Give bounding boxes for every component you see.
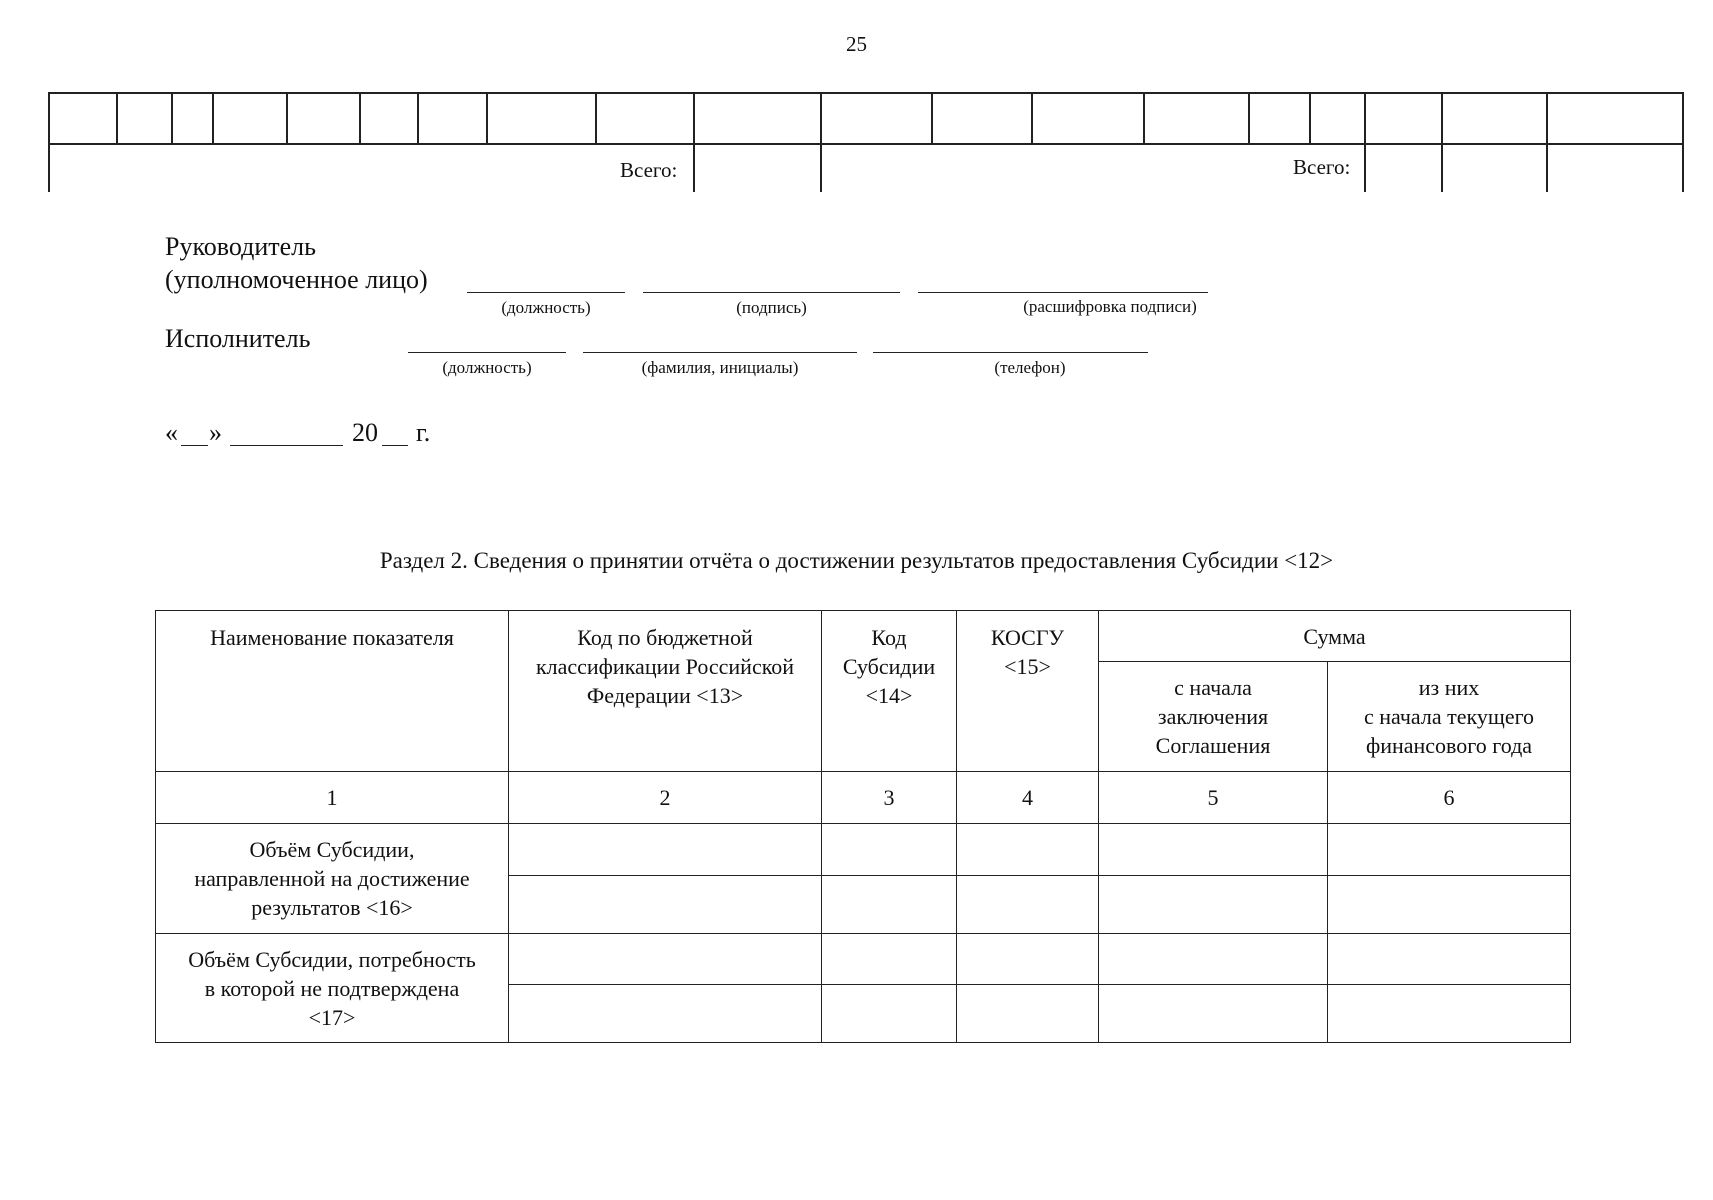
section-title: Раздел 2. Сведения о принятии отчёта о достижении результатов предоставления Субсидии <12> <box>379 548 1334 573</box>
table-cell[interactable] <box>509 876 822 934</box>
header-indicator-name: Наименование показателя <box>156 611 509 772</box>
table-cell[interactable] <box>822 824 957 876</box>
fragment-col-line <box>595 92 597 143</box>
row-label-subsidy-unconfirmed: Объём Субсидии, потребность в которой не подтверждена <17> <box>156 934 509 1043</box>
acceptance-table <box>155 610 1571 1043</box>
fragment-col-line <box>1309 92 1311 143</box>
fragment-col-line <box>171 92 173 143</box>
exec-phone-line <box>873 352 1148 353</box>
fragment-col-line <box>486 92 488 143</box>
fragment-top-border <box>48 92 1684 94</box>
fragment-col-line <box>417 92 419 143</box>
head-signature-caption: (подпись) <box>736 298 807 317</box>
fragment-row-border <box>48 143 1684 145</box>
exec-name-caption: (фамилия, инициалы) <box>641 358 799 377</box>
header-since-year: из них с начала текущего финансового года <box>1328 662 1571 772</box>
head-signature-line <box>643 292 900 293</box>
fragment-col-line <box>359 92 361 143</box>
exec-position-line <box>408 352 566 353</box>
fragment-col-line <box>1248 92 1250 143</box>
table-cell[interactable] <box>509 985 822 1043</box>
table-row <box>156 824 1571 876</box>
head-decoding-caption: (расшифровка подписи) <box>1023 297 1197 316</box>
fragment-col-line <box>212 92 214 143</box>
header-budget-code: Код по бюджетной классификации Российской Федерации <13> <box>509 611 822 772</box>
table-cell[interactable] <box>1328 876 1571 934</box>
page-number: 25 <box>846 32 867 56</box>
fragment-col-line <box>1364 92 1366 192</box>
fragment-col-line <box>820 92 822 192</box>
column-number: 5 <box>1099 772 1328 824</box>
table-cell[interactable] <box>1099 876 1328 934</box>
total-label-left: Всего: <box>620 158 678 182</box>
column-number: 4 <box>957 772 1099 824</box>
header-sum: Сумма <box>1099 611 1571 662</box>
previous-table-fragment <box>48 92 1684 192</box>
exec-name-line <box>583 352 857 353</box>
fragment-col-line <box>48 92 50 192</box>
total-label-right: Всего: <box>1293 155 1351 179</box>
fragment-col-line <box>1031 92 1033 143</box>
head-label-authorized: (уполномоченное лицо) <box>165 265 428 294</box>
column-number: 3 <box>822 772 957 824</box>
table-cell[interactable] <box>509 824 822 876</box>
head-position-line <box>467 292 625 293</box>
column-number: 2 <box>509 772 822 824</box>
date-year-prefix: 20 <box>352 418 378 447</box>
date-quote-open: « <box>165 418 178 447</box>
table-cell[interactable] <box>957 824 1099 876</box>
head-decoding-line <box>918 292 1208 293</box>
head-label: Руководитель <box>165 232 316 261</box>
table-cell[interactable] <box>957 934 1099 985</box>
fragment-col-line <box>286 92 288 143</box>
fragment-col-line <box>931 92 933 143</box>
table-row <box>156 934 1571 985</box>
table-cell[interactable] <box>1099 934 1328 985</box>
table-cell[interactable] <box>1328 985 1571 1043</box>
table-cell[interactable] <box>822 934 957 985</box>
table-cell[interactable] <box>957 985 1099 1043</box>
row-label-subsidy-results: Объём Субсидии, направленной на достижение результатов <16> <box>156 824 509 934</box>
date-quote-close: » <box>209 418 222 447</box>
fragment-col-line <box>693 92 695 192</box>
table-cell[interactable] <box>822 876 957 934</box>
header-since-agreement: с начала заключения Соглашения <box>1099 662 1328 772</box>
table-cell[interactable] <box>957 876 1099 934</box>
column-number: 6 <box>1328 772 1571 824</box>
executor-label: Исполнитель <box>165 324 311 353</box>
exec-phone-caption: (телефон) <box>994 358 1066 377</box>
table-cell[interactable] <box>822 985 957 1043</box>
date-year-blank <box>382 445 408 446</box>
table-cell[interactable] <box>1328 934 1571 985</box>
date-year-suffix: г. <box>416 418 431 447</box>
fragment-col-line <box>1441 92 1443 192</box>
table-cell[interactable] <box>1099 985 1328 1043</box>
header-subsidy-code: Код Субсидии <14> <box>822 611 957 772</box>
table-cell[interactable] <box>509 934 822 985</box>
column-number: 1 <box>156 772 509 824</box>
header-kosgu: КОСГУ <15> <box>957 611 1099 772</box>
exec-position-caption: (должность) <box>442 358 532 377</box>
fragment-col-line <box>1546 92 1548 192</box>
fragment-col-line <box>1143 92 1145 143</box>
date-day-blank <box>181 445 208 446</box>
date-month-blank <box>230 445 343 446</box>
fragment-col-line <box>116 92 118 143</box>
head-position-caption: (должность) <box>501 298 591 317</box>
table-cell[interactable] <box>1099 824 1328 876</box>
fragment-col-line <box>1682 92 1684 192</box>
table-cell[interactable] <box>1328 824 1571 876</box>
